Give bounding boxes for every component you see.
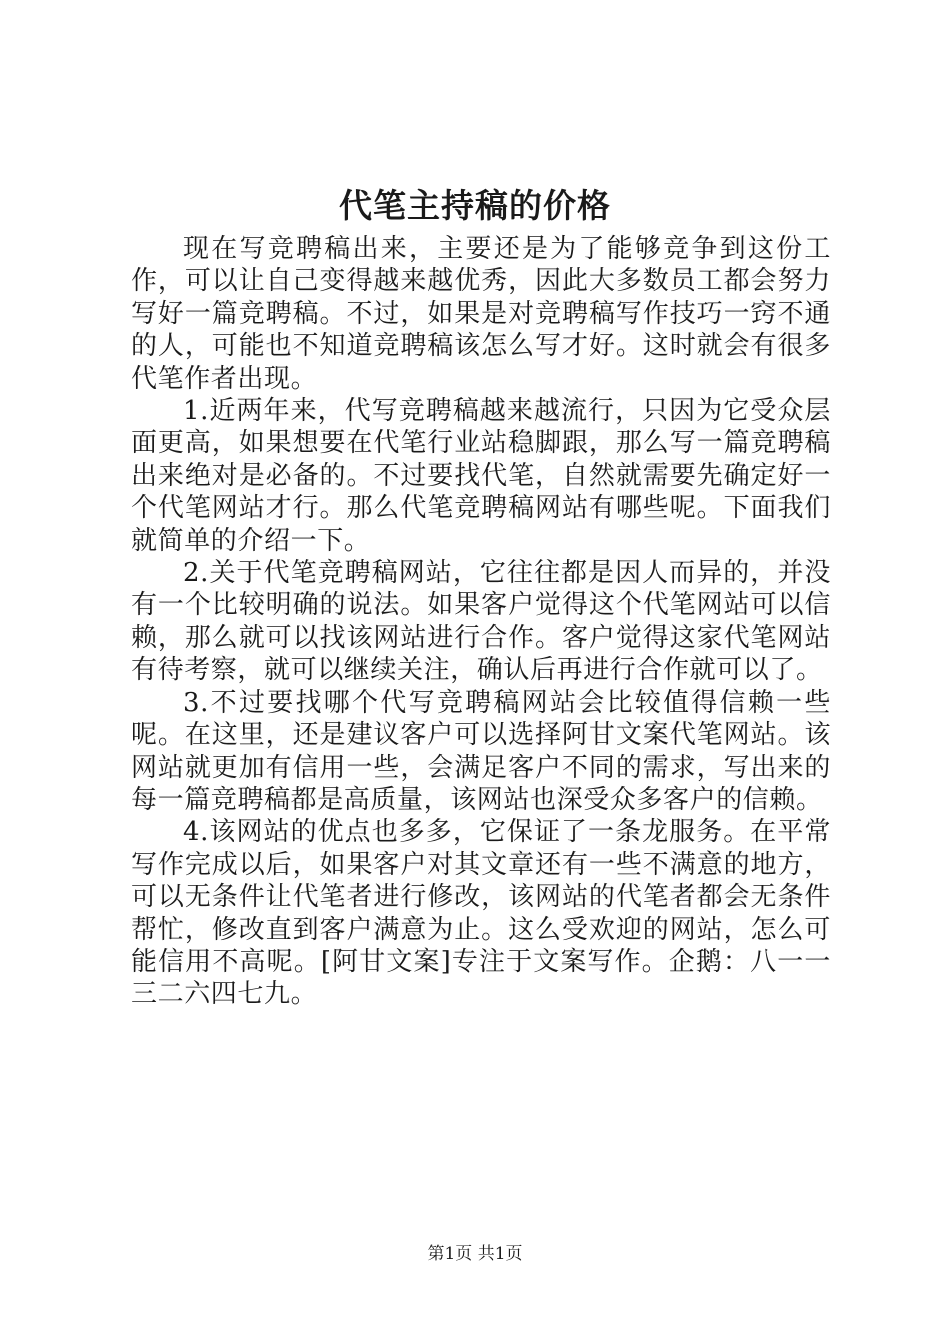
document-body (131, 233, 831, 1011)
intro-paragraph: 现在写竞聘稿出来，主要还是为了能够竞争到这份工作，可以让自己变得越来越优秀，因此大多数员工都会努力写好一篇竞聘稿。不过，如果是对竞聘稿写作技巧一窍不通的人，可能也不知道竞聘稿该怎么写才好。这时就会有很多代笔作者出现。 (131, 234, 831, 394)
paragraph-3: 3.不过要找哪个代写竞聘稿网站会比较值得信赖一些呢。在这里，还是建议客户可以选择阿甘文案代笔网站。该网站就更加有信用一些，会满足客户不同的需求，写出来的每一篇竞聘稿都是高质量，该网站也深受众多客户的信赖。 (131, 687, 831, 815)
paragraph-4: 4.该网站的优点也多多，它保证了一条龙服务。在平常写作完成以后，如果客户对其文章还有一些不满意的地方，可以无条件让代笔者进行修改，该网站的代笔者都会无条件帮忙，修改直到客户满意为止。这么受欢迎的网站，怎么可能信用不高呢。[阿甘文案]专注于文案写作。企鹅：八一一三二六四七九。 (131, 817, 831, 1010)
document-title: 代笔主持稿的价格 (339, 186, 611, 225)
paragraph-1: 1.近两年来，代写竞聘稿越来越流行，只因为它受众层面更高，如果想要在代笔行业站稳脚跟，那么写一篇竞聘稿出来绝对是必备的。不过要找代笔，自然就需要先确定好一个代笔网站才行。那么代笔竞聘稿网站有哪些呢。下面我们就简单的介绍一下。 (131, 396, 831, 556)
page-footer (0, 1242, 950, 1266)
paragraph-2: 2.关于代笔竞聘稿网站，它往往都是因人而异的，并没有一个比较明确的说法。如果客户觉得这个代笔网站可以信赖，那么就可以找该网站进行合作。客户觉得这家代笔网站有待考察，就可以继续关注，确认后再进行合作就可以了。 (131, 558, 831, 686)
page-number-label: 第1页 共1页 (427, 1244, 523, 1264)
